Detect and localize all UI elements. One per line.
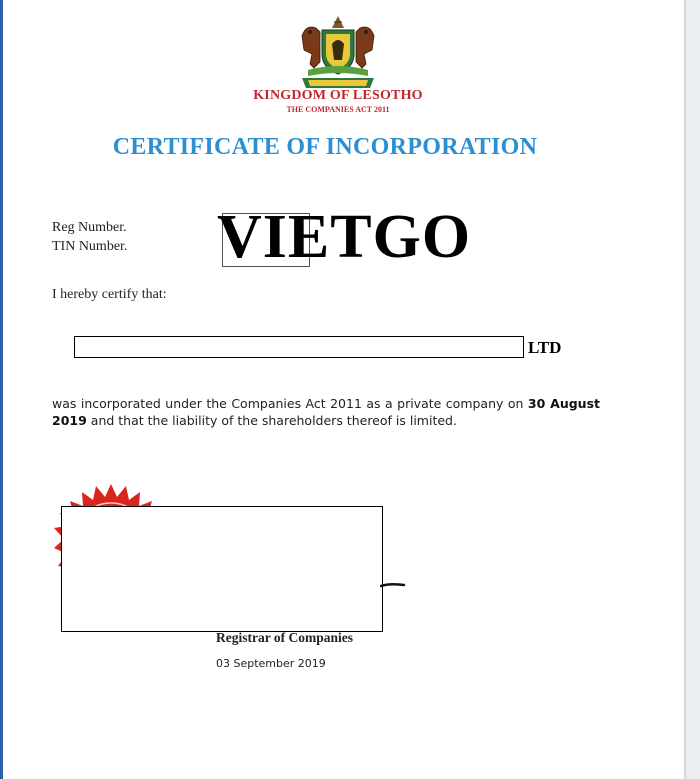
registrar-title: Registrar of Companies xyxy=(216,630,353,645)
company-suffix: LTD xyxy=(528,338,562,357)
incorporation-paragraph xyxy=(52,395,600,429)
tin-number-label: TIN Number. xyxy=(52,239,128,254)
watermark-text: VIETGO xyxy=(217,203,472,271)
issue-date: 03 September 2019 xyxy=(216,657,326,670)
certificate-title: CERTIFICATE OF INCORPORATION xyxy=(112,134,538,160)
act-subheading: THE COMPANIES ACT 2011 xyxy=(286,105,390,114)
right-margin xyxy=(686,0,700,779)
left-border xyxy=(0,0,3,779)
incorporation-date: 30 August 2019 xyxy=(52,396,600,428)
lesotho-coat-of-arms-icon xyxy=(296,14,380,90)
signature-stroke xyxy=(380,581,406,589)
redacted-company-name xyxy=(74,336,524,358)
reg-number-label: Reg Number. xyxy=(52,220,127,235)
body-prefix: was incorporated under the Companies Act 2011 as a private company on xyxy=(52,396,524,411)
redacted-signature-box xyxy=(61,506,383,632)
certify-text: I hereby certify that: xyxy=(52,287,167,302)
body-suffix: and that the liability of the shareholders thereof is limited. xyxy=(90,413,457,428)
kingdom-heading: KINGDOM OF LESOTHO xyxy=(253,88,423,103)
